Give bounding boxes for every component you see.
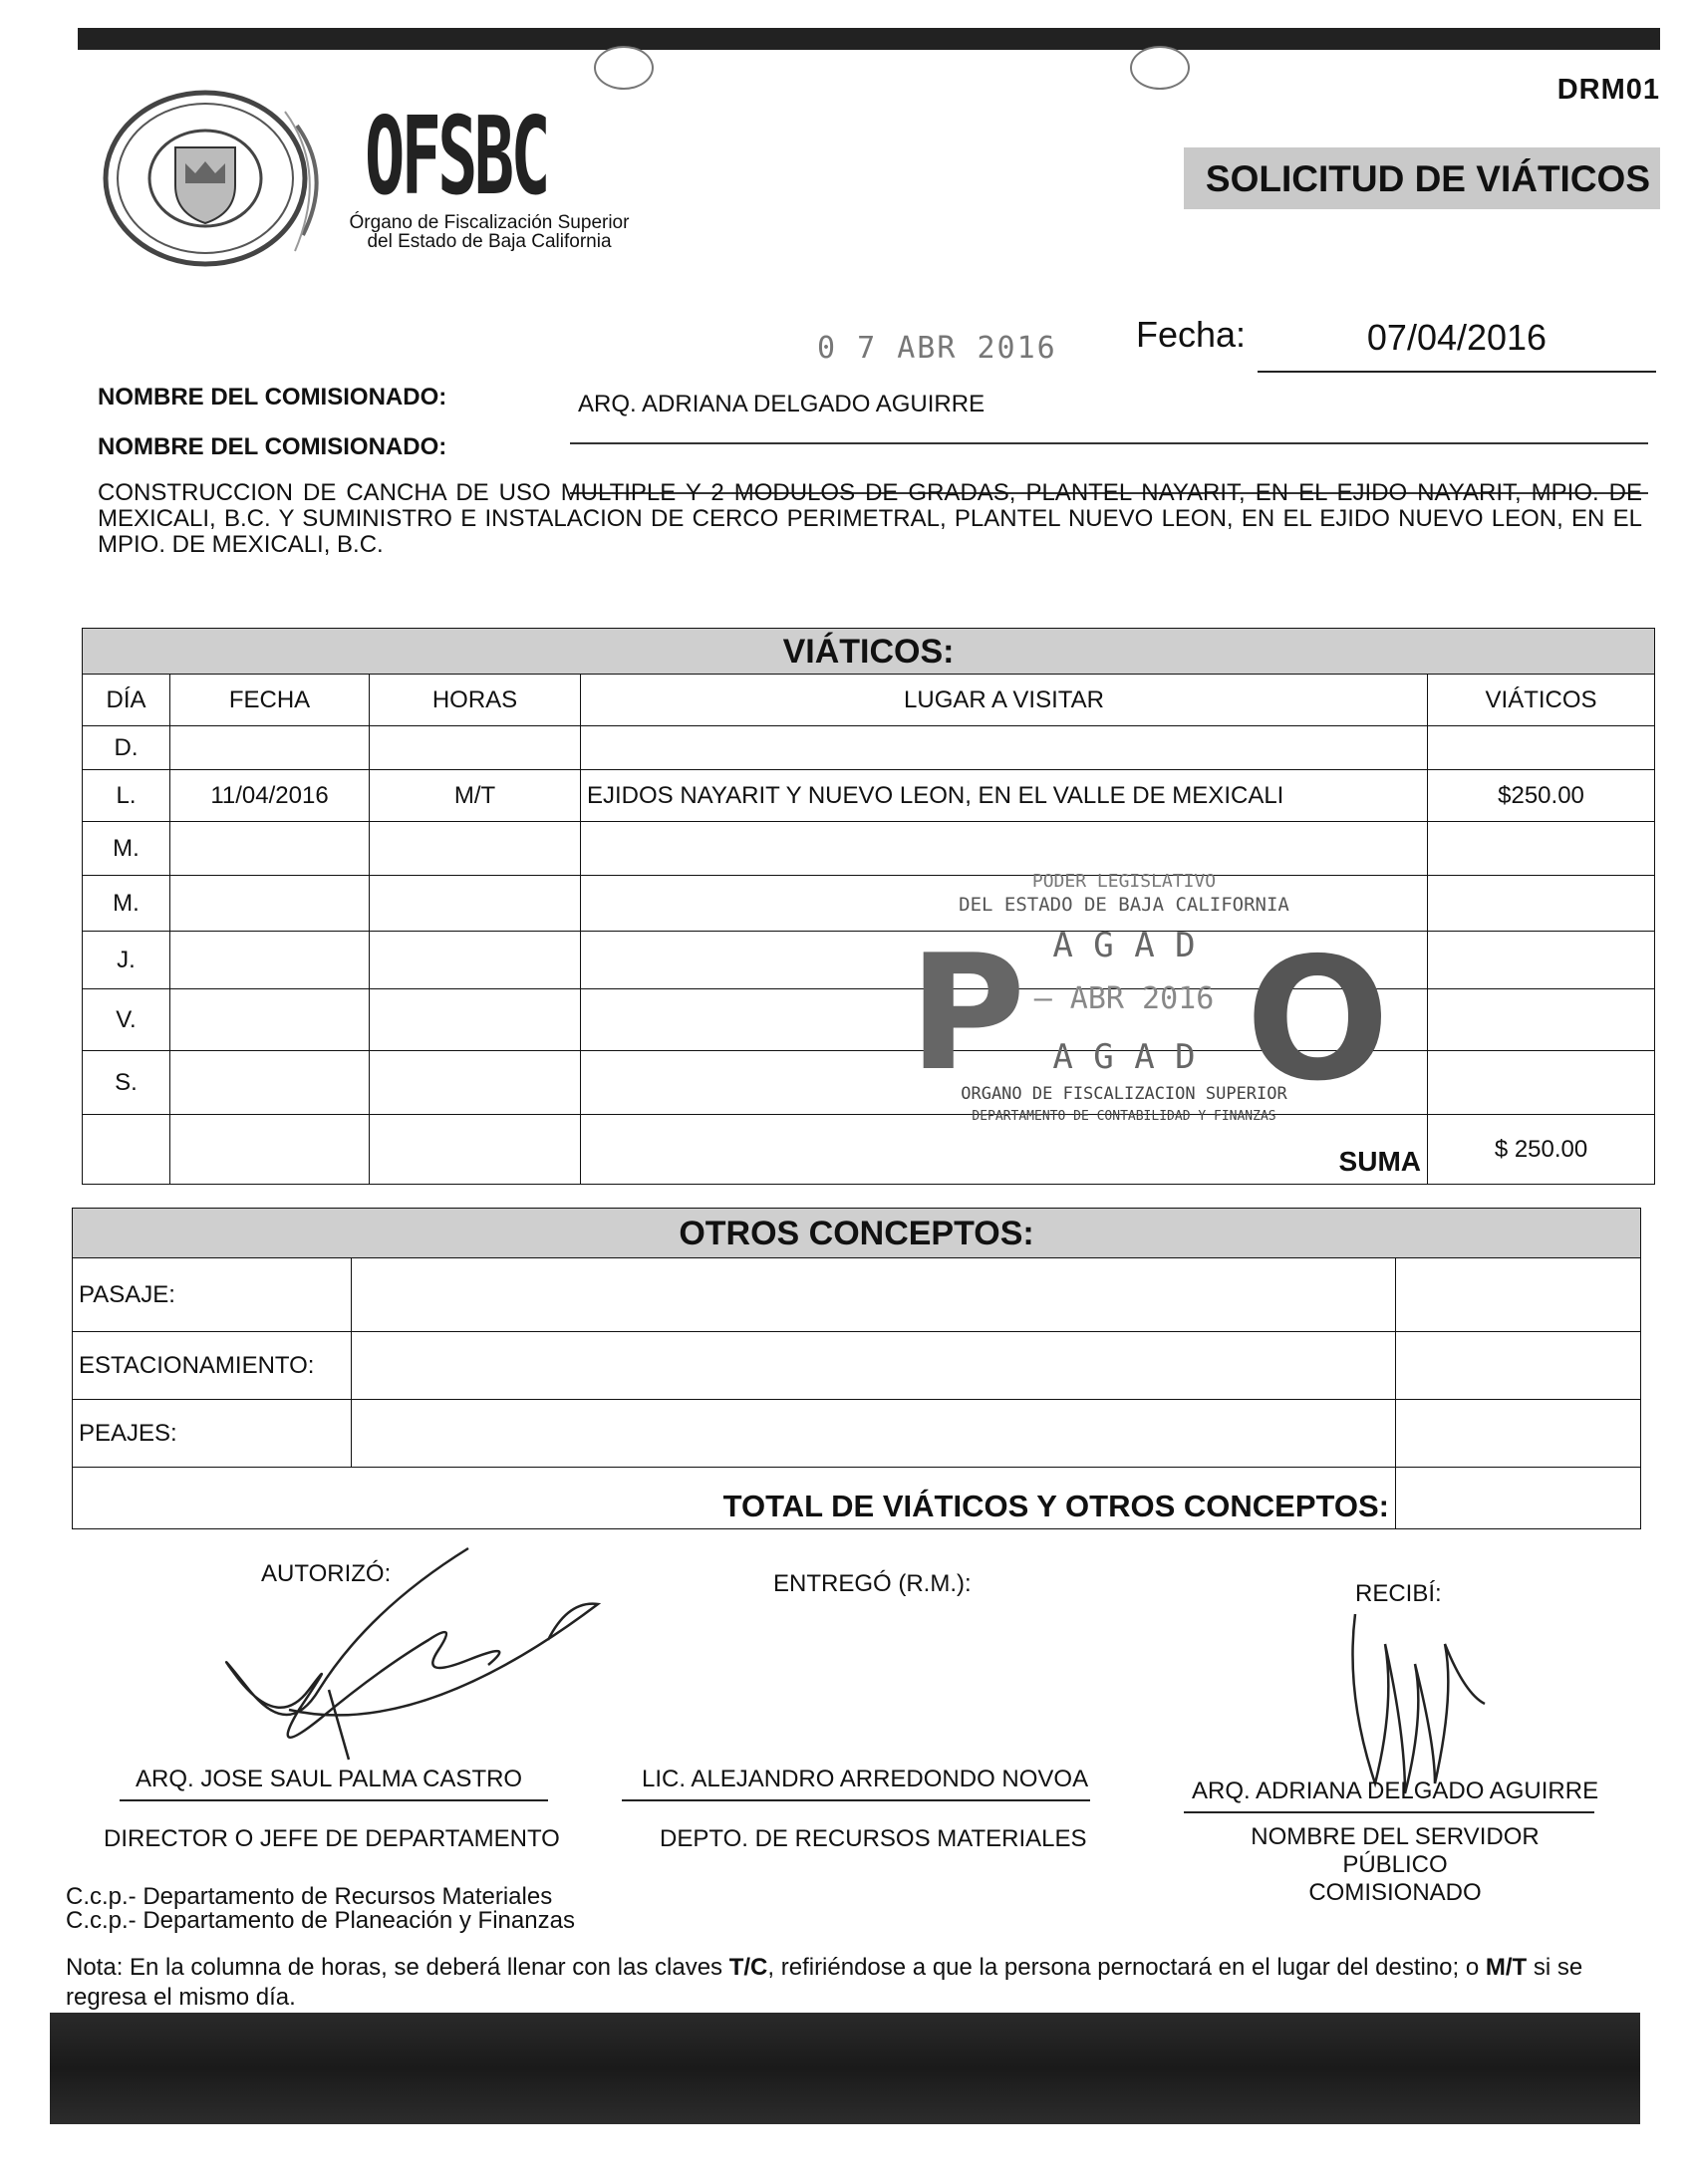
svg-text:— ABR 2016: — ABR 2016 <box>1033 981 1215 1016</box>
svg-text:PODER LEGISLATIVO: PODER LEGISLATIVO <box>1031 871 1217 892</box>
suma-value: $ 250.00 <box>1428 1115 1655 1185</box>
entrego-label: ENTREGÓ (R.M.): <box>773 1570 972 1597</box>
ccp-item: C.c.p.- Departamento de Planeación y Finanzas <box>66 1907 575 1934</box>
svg-text:DEL ESTADO DE BAJA CALIFORNIA: DEL ESTADO DE BAJA CALIFORNIA <box>959 894 1289 916</box>
table-row <box>73 1332 1641 1400</box>
svg-text:DEPARTAMENTO DE CONTABILIDAD Y: DEPARTAMENTO DE CONTABILIDAD Y FINANZAS <box>972 1109 1276 1124</box>
table-row: M. <box>83 822 1655 876</box>
table-row: J. <box>83 932 1655 989</box>
form-title: SOLICITUD DE VIÁTICOS <box>1205 158 1650 199</box>
paid-stamp <box>895 869 1390 1128</box>
col-header-fecha: FECHA <box>170 675 370 726</box>
fecha-underline <box>1258 371 1656 373</box>
col-header-horas: HORAS <box>370 675 581 726</box>
recibi-signature <box>1335 1584 1495 1803</box>
state-seal-icon <box>98 86 335 271</box>
entrego-role: DEPTO. DE RECURSOS MATERIALES <box>660 1825 1087 1852</box>
comisionado-underline <box>570 442 1648 444</box>
svg-text:P: P <box>909 920 1026 1106</box>
col-header-dia: DÍA <box>83 675 170 726</box>
autorizo-label: AUTORIZÓ: <box>261 1560 392 1587</box>
comisionado-label-2: NOMBRE DEL COMISIONADO: <box>98 433 447 460</box>
org-name: Órgano de Fiscalización Superior del Estado de Baja California <box>349 212 630 252</box>
viaticos-table <box>82 628 1655 1185</box>
comisionado-label: NOMBRE DEL COMISIONADO: <box>98 384 447 410</box>
table-row <box>73 1258 1641 1332</box>
received-stamp: 0 7 ABR 2016 <box>817 331 1057 366</box>
table-row: V. <box>83 989 1655 1051</box>
org-logo: OFSBC <box>365 95 547 219</box>
col-header-lugar: LUGAR A VISITAR <box>581 675 1428 726</box>
autorizo-signature <box>169 1540 608 1770</box>
recibi-label: RECIBÍ: <box>1355 1580 1442 1607</box>
viaticos-header: VIÁTICOS: <box>83 629 1655 675</box>
fecha-label: Fecha: <box>1136 314 1247 355</box>
viaticos-column-headers <box>83 675 1655 726</box>
otros-conceptos-table <box>72 1208 1641 1529</box>
entrego-name: LIC. ALEJANDRO ARREDONDO NOVOA <box>642 1766 1089 1792</box>
peajes-label: PEAJES: <box>73 1400 352 1468</box>
col-header-viaticos: VIÁTICOS <box>1428 675 1655 726</box>
svg-text:A G A D: A G A D <box>1052 1037 1196 1077</box>
ccp-item: C.c.p.- Departamento de Recursos Materiales <box>66 1883 553 1910</box>
recibi-line <box>1184 1811 1594 1813</box>
bottom-bar <box>50 2013 1640 2124</box>
svg-text:O: O <box>1246 922 1390 1119</box>
autorizo-name: ARQ. JOSE SAUL PALMA CASTRO <box>136 1766 523 1792</box>
pasaje-label: PASAJE: <box>73 1258 352 1332</box>
form-code: DRM01 <box>1556 74 1660 106</box>
otros-header: OTROS CONCEPTOS: <box>73 1209 1641 1258</box>
ccp-list <box>66 1885 575 1933</box>
footer-note: Nota: En la columna de horas, se deberá llenar con las claves T/C, refiriéndose a que la persona pernoctará en el lugar del destino; o M/T si se regresa el mismo día. <box>66 1954 1583 2011</box>
estacionamiento-label: ESTACIONAMIENTO: <box>73 1332 352 1400</box>
fecha-value: 07/04/2016 <box>1366 317 1548 358</box>
suma-row <box>83 1115 1655 1185</box>
total-value <box>1396 1468 1641 1529</box>
commission-description: CONSTRUCCION DE CANCHA DE USO MULTIPLE Y 2 MODULOS DE GRADAS, PLANTEL NAYARIT, EN EL EJIDO NAYARIT, MPIO. DE MEXICALI, B.C. Y SUMINISTRO E INSTALACION DE CERCO PERIMETRAL, PLANTEL NUEVO LEON, EN EL EJIDO NUEVO LEON, EN EL MPIO. DE MEXICALI, B.C. <box>98 479 1642 558</box>
entrego-line <box>622 1799 1090 1801</box>
form-title-box <box>1184 147 1660 209</box>
total-row <box>73 1468 1641 1529</box>
table-row: S. <box>83 1051 1655 1115</box>
punch-hole <box>594 46 654 90</box>
total-label: TOTAL DE VIÁTICOS Y OTROS CONCEPTOS: <box>73 1468 1396 1529</box>
table-row: M. <box>83 876 1655 932</box>
autorizo-line <box>120 1799 548 1801</box>
top-bar <box>78 28 1660 50</box>
recibi-name: ARQ. ADRIANA DELGADO AGUIRRE <box>1192 1777 1599 1804</box>
svg-text:ORGANO DE FISCALIZACION SUPERI: ORGANO DE FISCALIZACION SUPERIOR <box>961 1084 1287 1104</box>
recibi-role: NOMBRE DEL SERVIDOR PÚBLICO COMISIONADO <box>1251 1823 1540 1906</box>
suma-label: SUMA <box>581 1115 1428 1185</box>
autorizo-role: DIRECTOR O JEFE DE DEPARTAMENTO <box>104 1825 560 1852</box>
comisionado-value: ARQ. ADRIANA DELGADO AGUIRRE <box>578 391 986 417</box>
svg-text:A G A D: A G A D <box>1052 926 1196 965</box>
table-row <box>73 1400 1641 1468</box>
table-row: L. 11/04/2016 M/T EJIDOS NAYARIT Y NUEVO LEON, EN EL VALLE DE MEXICALI $250.00 <box>83 770 1655 822</box>
punch-hole <box>1130 46 1190 90</box>
table-row: D. <box>83 726 1655 770</box>
